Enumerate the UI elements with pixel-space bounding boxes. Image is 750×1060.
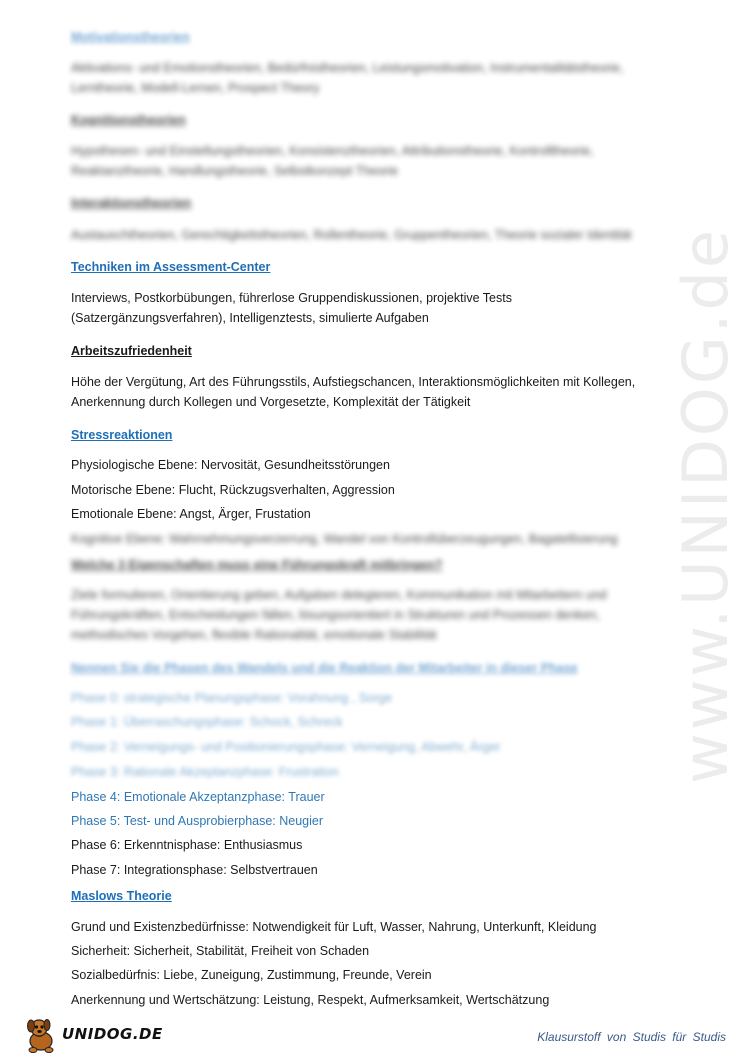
text-phase-0: Phase 0: strategische Planungsphase: Vorahnung , Sorge	[71, 691, 393, 705]
text-fuehrungskraft-3: methodisches Vorgehen, flexible Rationalität, emotionale Stabilität	[71, 628, 437, 642]
text-maslow-anerkennung: Anerkennung und Wertschätzung: Leistung, Respekt, Aufmerksamkeit, Wertschätzung	[71, 993, 550, 1007]
heading-arbeitszufriedenheit: Arbeitszufriedenheit	[71, 344, 192, 358]
text-stress-motorisch: Motorische Ebene: Flucht, Rückzugsverhalten, Aggression	[71, 483, 395, 497]
footer-logo-text: UNIDOG.DE	[62, 1025, 163, 1043]
text-phase-4: Phase 4: Emotionale Akzeptanzphase: Trauer	[71, 790, 325, 804]
text-phase-1: Phase 1: Überraschungsphase: Schock, Schreck	[71, 715, 343, 729]
watermark	[665, 226, 745, 784]
text-stress-physiologisch: Physiologische Ebene: Nervosität, Gesundheitsstörungen	[71, 458, 390, 472]
text-assessment-1: Interviews, Postkorbübungen, führerlose Gruppendiskussionen, projektive Tests	[71, 291, 512, 305]
text-assessment-2: (Satzergänzungsverfahren), Intelligenztests, simulierte Aufgaben	[71, 311, 429, 325]
text-stress-kognitiv: Kognitive Ebene: Wahrnehmungsverzerrung, Wandel von Kontrollüberzeugungen, Bagatellisierung	[71, 532, 618, 546]
text-maslow-grund: Grund und Existenzbedürfnisse: Notwendigkeit für Luft, Wasser, Nahrung, Unterkunft, Kleidung	[71, 920, 597, 934]
text-stress-emotional: Emotionale Ebene: Angst, Ärger, Frustation	[71, 507, 311, 521]
text-motivationstheorien-1: Aktivations- und Emotionstheorien, Bedürfnistheorien, Leistungsmotivation, Instrumentalitätstheorie,	[71, 61, 624, 75]
text-phase-5: Phase 5: Test- und Ausprobierphase: Neugier	[71, 814, 324, 828]
text-fuehrungskraft-1: Ziele formulieren, Orientierung geben, Aufgaben delegieren, Kommunikation mit Mitarbeitern und	[71, 588, 607, 602]
heading-phasen-wandel: Nennen Sie die Phasen des Wandels und die Reaktion der Mitarbeiter in dieser Phase	[71, 661, 578, 675]
text-interaktionstheorien-1: Austauschtheorien, Gerechtigkeitstheorien, Rollentheorie, Gruppentheorien, Theorie sozialer Identität	[71, 228, 632, 242]
footer-logo	[22, 1014, 182, 1054]
heading-fuehrungskraft: Welche 3 Eigenschaften muss eine Führungskraft mitbringen?	[71, 558, 443, 572]
watermark-text: www.UNIDOG.de	[668, 226, 742, 784]
text-phase-7: Phase 7: Integrationsphase: Selbstvertrauen	[71, 863, 318, 877]
text-phase-2: Phase 2: Verneigungs- und Positionierungsphase: Verneigung, Abwehr, Ärger	[71, 740, 501, 754]
text-maslow-sozial: Sozialbedürfnis: Liebe, Zuneigung, Zustimmung, Freunde, Verein	[71, 968, 432, 982]
text-motivationstheorien-2: Lerntheorie, Modell-Lernen, Prospect Theory	[71, 81, 320, 95]
text-arbeitszufriedenheit-2: Anerkennung durch Kollegen und Vorgesetzte, Komplexität der Tätigkeit	[71, 395, 471, 409]
text-kognitionstheorien-2: Reaktanztheorie, Handlungstheorie, Selbstkonzept Theorie	[71, 164, 399, 178]
text-phase-6: Phase 6: Erkenntnisphase: Enthusiasmus	[71, 838, 303, 852]
dog-mascot-icon	[22, 1014, 60, 1054]
text-kognitionstheorien-1: Hypothesen- und Einstellungstheorien, Konsistenztheorien, Attributionstheorie, Kontrolltheorie,	[71, 144, 594, 158]
text-phase-3: Phase 3: Rationale Akzeptanzphase: Frustration	[71, 765, 339, 779]
heading-stressreaktionen: Stressreaktionen	[71, 428, 173, 442]
heading-maslow: Maslows Theorie	[71, 889, 172, 903]
text-fuehrungskraft-2: Führungskräften, Entscheidungen fällen, lösungsorientiert in Strukturen und Prozessen denken,	[71, 608, 600, 622]
heading-assessment-center: Techniken im Assessment-Center	[71, 260, 271, 274]
text-arbeitszufriedenheit-1: Höhe der Vergütung, Art des Führungsstils, Aufstiegschancen, Interaktionsmöglichkeiten mit Kollegen,	[71, 375, 636, 389]
heading-interaktionstheorien: Interaktionstheorien	[71, 196, 192, 210]
heading-motivationstheorien: Motivationstheorien	[71, 30, 190, 44]
heading-kognitionstheorien: Kognitionstheorien	[71, 113, 186, 127]
footer-tagline: Klausurstoff von Studis für Studis	[537, 1030, 726, 1044]
text-maslow-sicherheit: Sicherheit: Sicherheit, Stabilität, Freiheit von Schaden	[71, 944, 370, 958]
